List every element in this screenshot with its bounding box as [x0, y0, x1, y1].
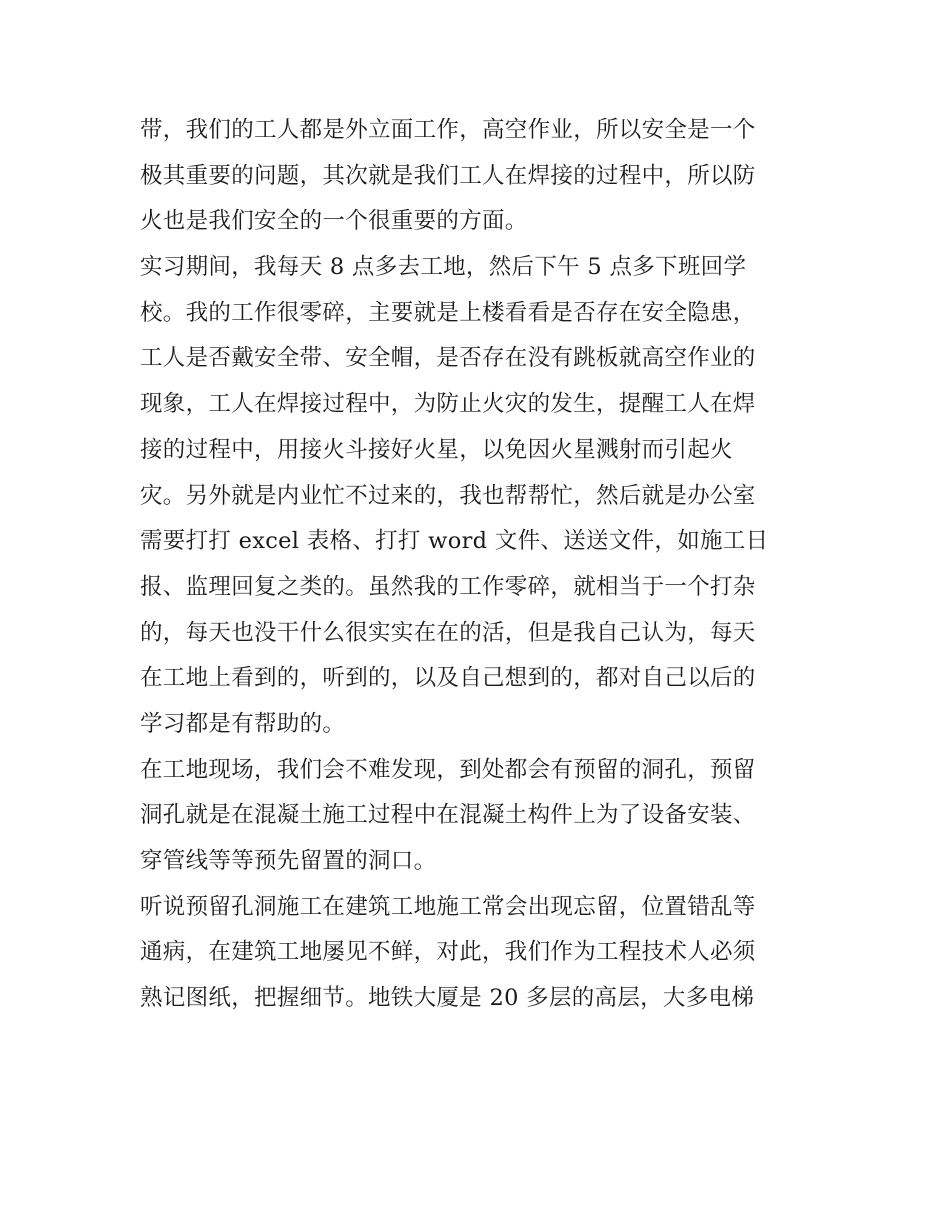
text-line: 工人是否戴安全带、安全帽，是否存在没有跳板就高空作业的 — [140, 345, 756, 372]
text-line: 需要打打 excel 表格、打打 word 文件、送送文件，如施工日 — [140, 528, 769, 555]
text-line: 校。我的工作很零碎，主要就是上楼看看是否存在安全隐患， — [140, 299, 756, 326]
body-text — [140, 108, 820, 1022]
text-line: 通病，在建筑工地屡见不鲜，对此，我们作为工程技术人必须 — [140, 939, 756, 966]
text-line: 的，每天也没干什么很实实在在的活，但是我自己认为，每天 — [140, 619, 756, 646]
text-line: 带，我们的工人都是外立面工作，高空作业，所以安全是一个 — [140, 117, 756, 143]
text-line: 熟记图纸，把握细节。地铁大厦是 20 多层的高层，大多电梯 — [140, 985, 755, 1012]
text-line: 灾。另外就是内业忙不过来的，我也帮帮忙，然后就是办公室 — [140, 482, 756, 509]
text-line: 实习期间，我每天 8 点多去工地，然后下午 5 点多下班回学 — [140, 254, 747, 281]
text-line: 在工地上看到的，听到的，以及自己想到的，都对自己以后的 — [140, 665, 756, 692]
text-line: 现象，工人在焊接过程中，为防止火灾的发生，提醒工人在焊 — [140, 391, 756, 418]
text-line: 接的过程中，用接火斗接好火星，以免因火星溅射而引起火 — [140, 436, 733, 463]
text-line: 火也是我们安全的一个很重要的方面。 — [140, 208, 528, 235]
text-line: 听说预留孔洞施工在建筑工地施工常会出现忘留，位置错乱等 — [140, 893, 756, 920]
text-line: 学习都是有帮助的。 — [140, 710, 346, 737]
text-line: 穿管线等等预先留置的洞口。 — [140, 848, 437, 874]
text-line: 在工地现场，我们会不难发现，到处都会有预留的洞孔，预留 — [140, 756, 756, 783]
text-line: 报、监理回复之类的。虽然我的工作零碎，就相当于一个打杂 — [140, 573, 756, 600]
text-line: 洞孔就是在混凝土施工过程中在混凝土构件上为了设备安装、 — [140, 802, 756, 829]
text-line: 极其重要的问题，其次就是我们工人在焊接的过程中，所以防 — [140, 162, 756, 189]
